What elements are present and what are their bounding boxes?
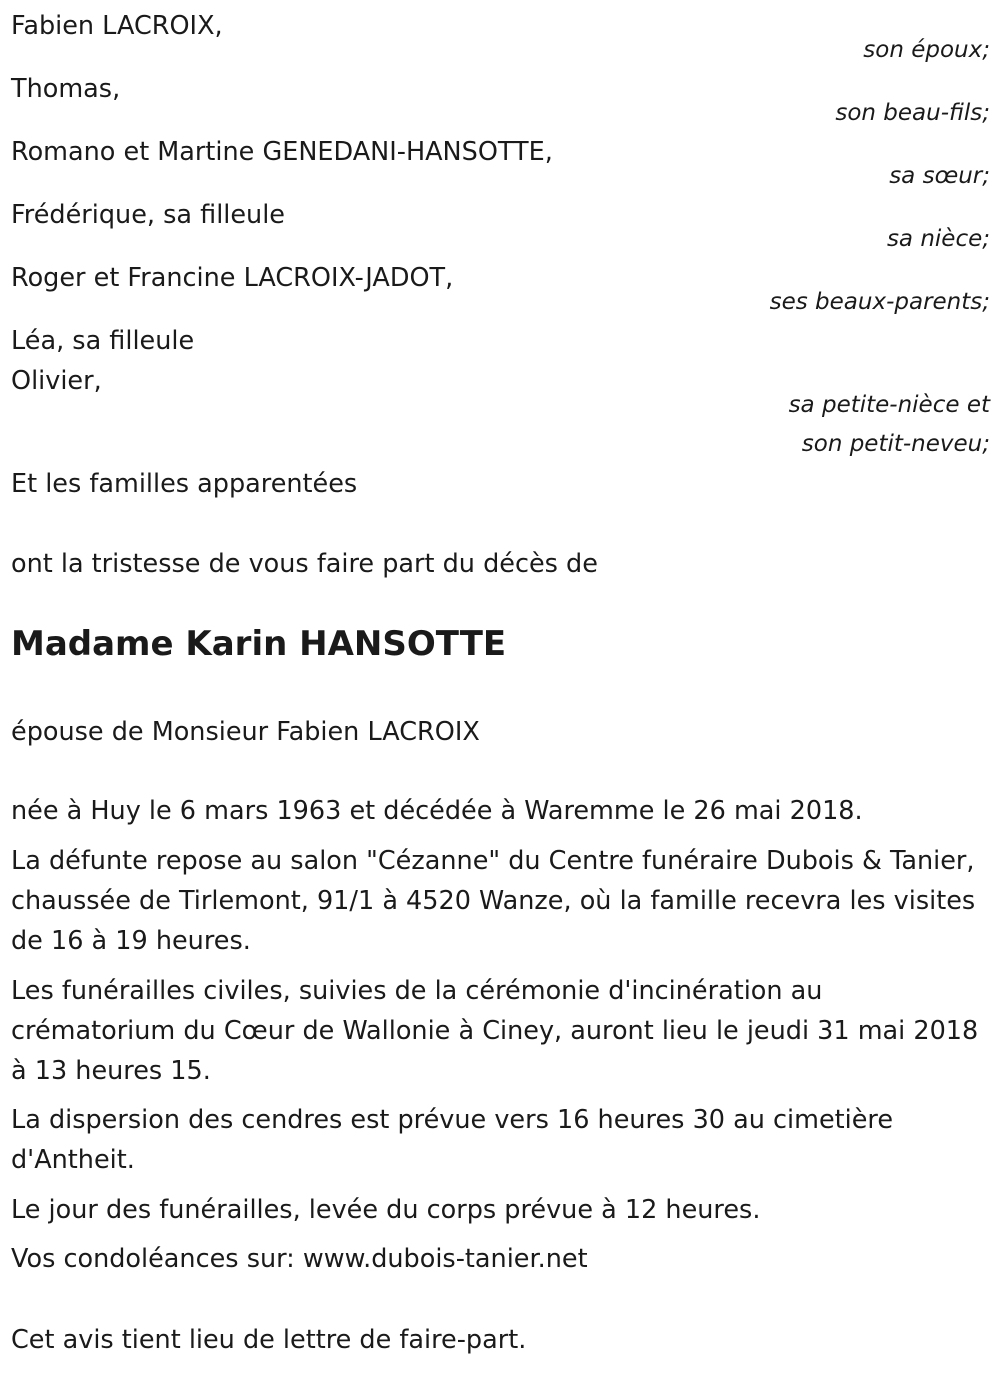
family-relation-4: sa nièce; xyxy=(886,226,990,252)
closing-line: Cet avis tient lieu de lettre de faire-part. xyxy=(11,1325,527,1355)
deceased-name: Madame Karin HANSOTTE xyxy=(11,624,507,664)
family-name-3: Romano et Martine GENEDANI-HANSOTTE, xyxy=(11,137,553,167)
family-relation-1: son époux; xyxy=(863,37,990,63)
family-name-7: Olivier, xyxy=(11,366,102,396)
family-relation-6a: sa petite-nièce et xyxy=(788,392,990,418)
family-relation-2: son beau-fils; xyxy=(835,100,990,126)
family-name-5: Roger et Francine LACROIX-JADOT, xyxy=(11,263,454,293)
paragraph-funerailles: Les funérailles civiles, suivies de la cérémonie d'incinération au crématorium du Cœur de Wallonie à Ciney, auront lieu le jeudi 31 mai 2018 à 13 heures 15. xyxy=(11,976,979,1086)
announcement-line: ont la tristesse de vous faire part du décès de xyxy=(11,549,598,579)
family-name-1: Fabien LACROIX, xyxy=(11,11,223,41)
paragraph-levee: Le jour des funérailles, levée du corps prévue à 12 heures. xyxy=(11,1195,761,1225)
family-relation-3: sa sœur; xyxy=(889,163,990,189)
family-name-6: Léa, sa filleule xyxy=(11,326,195,356)
paragraph-dispersion: La dispersion des cendres est prévue vers 16 heures 30 au cimetière d'Antheit. xyxy=(11,1105,894,1175)
family-relation-5: ses beaux-parents; xyxy=(769,289,990,315)
paragraph-condoleances: Vos condoléances sur: www.dubois-tanier.net xyxy=(11,1244,588,1274)
family-relation-6b: son petit-neveu; xyxy=(801,431,990,457)
spouse-line: épouse de Monsieur Fabien LACROIX xyxy=(11,717,480,747)
family-name-4: Frédérique, sa filleule xyxy=(11,200,285,230)
families-line: Et les familles apparentées xyxy=(11,469,358,499)
paragraph-repose: La défunte repose au salon "Cézanne" du Centre funéraire Dubois & Tanier, chaussée de Tirlemont, 91/1 à 4520 Wanze, où la famille recevra les visites de 16 à 19 heures. xyxy=(11,846,976,956)
family-name-2: Thomas, xyxy=(11,74,121,104)
birth-death-line: née à Huy le 6 mars 1963 et décédée à Waremme le 26 mai 2018. xyxy=(11,796,863,826)
